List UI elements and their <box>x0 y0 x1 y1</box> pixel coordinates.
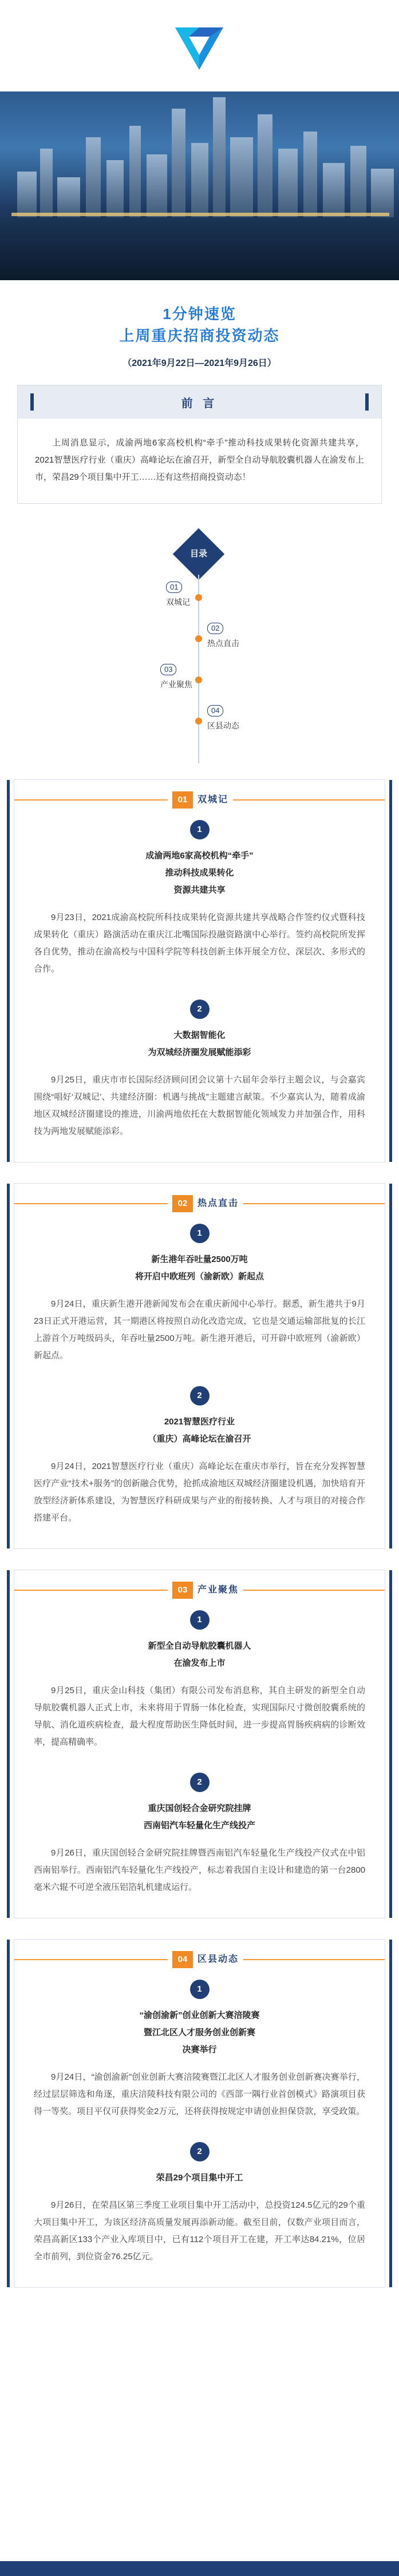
toc-item-label: 双城记 <box>166 598 190 607</box>
news-title: 重庆国创轻合金研究院挂牌 西南铝汽车轻量化生产线投产 <box>143 1803 255 1830</box>
news-text: 9月24日，“渝创渝新”创业创新大赛涪陵赛暨江北区人才服务创业创新赛决赛举行，经过层层筛选和角逐，重庆涪陵科技有限公司的《西部一隅行业首创模式》路演项目获得一等奖。项目平仅可获得奖金2万元，还将获得按规定申请创业担保贷款，享受政策。 <box>34 2072 365 2116</box>
item-number-badge: 1 <box>190 820 210 839</box>
news-text: 9月24日，重庆新生港开港新闻发布会在重庆新闻中心举行。据悉，新生港共于9月23日正式开港运营，其一期港区将按照自动化改造完成，它也是交通运输部批复的长江上游首个万吨级码头，年吞吐量2500万吨。新生港开港后，可开辟中欧班列（渝新欧）新起点。 <box>34 1299 365 1360</box>
triangle-logo-icon <box>172 19 227 74</box>
toc-item-label: 热点直击 <box>207 639 239 648</box>
toc-item-4[interactable] <box>207 705 239 731</box>
news-title: 大数据智能化 为双城经济圈发展赋能添彩 <box>148 1030 251 1057</box>
footer-bar <box>0 2561 399 2576</box>
toc-item-label: 产业聚焦 <box>160 680 192 689</box>
city-skyline-image <box>0 91 399 280</box>
news-item <box>14 820 385 978</box>
foreword-header <box>18 385 381 419</box>
section-title: 产业聚焦 <box>197 1585 239 1595</box>
news-item <box>14 1980 385 2120</box>
section-number: 04 <box>172 1951 193 1968</box>
toc-item-num: 04 <box>207 705 223 716</box>
section-hotspot <box>14 1183 385 1549</box>
title-block <box>0 280 399 369</box>
item-number-badge: 2 <box>190 1000 210 1019</box>
news-title: 新型全自动导航胶囊机器人 在渝发布上市 <box>148 1641 251 1668</box>
news-item <box>14 1773 385 1896</box>
section-number: 03 <box>172 1582 193 1599</box>
toc-item-1[interactable] <box>166 582 190 608</box>
date-range: （2021年9月22日—2021年9月26日） <box>123 359 276 368</box>
news-title: “渝创渝新”创业创新大赛涪陵赛 暨江北区人才服务创业创新赛 决赛举行 <box>139 2010 260 2055</box>
foreword-text: 上周消息显示，成渝两地6家高校机构“牵手”推动科技成果转化资源共建共享，2021智慧医疗行业（重庆）高峰论坛在渝召开，新型全自动导航胶囊机器人在渝发布上市，荣昌29个项目集中开工……还有这些招商投资动态！ <box>35 438 364 482</box>
news-item <box>14 1224 385 1364</box>
section-header <box>14 1940 385 1980</box>
toc-item-2[interactable] <box>207 623 239 649</box>
toc-item-num: 01 <box>166 582 182 593</box>
news-text: 9月24日，2021智慧医疗行业（重庆）高峰论坛在重庆市举行，旨在充分发挥智慧医疗产业“技术+服务”的创新融合优势，抢抓成渝地区双城经济圈建设机遇，加快培育开放型经济新体系建设，为智慧医疗科研成果与产业的衔接转换、人才与项目的对接合作搭建平台。 <box>34 1462 365 1523</box>
news-text: 9月26日，重庆国创轻合金研究院挂牌暨西南铝汽车轻量化生产线投产仪式在中铝西南铝举行。西南铝汽车轻量化生产线投产，标志着我国自主设计和建造的第一台2800毫米六辊不可逆全液压铝箔轧机建成运行。 <box>34 1848 365 1892</box>
item-number-badge: 2 <box>190 2142 210 2161</box>
item-number-badge: 1 <box>190 1610 210 1630</box>
section-title: 区县动态 <box>197 1954 239 1964</box>
section-number: 01 <box>172 791 193 809</box>
section-district-news <box>14 1939 385 2288</box>
news-item <box>14 2142 385 2266</box>
news-text: 9月26日，在荣昌区第三季度工业项目集中开工活动中，总投资124.5亿元的29个重大项目集中开工，为该区经济高质量发展再添新动能。截至目前，仅数产业项目而言，荣昌高新区133个产业入库项目中，已有112个项目开工在建，开工率达84.21%，位居全市前列，到位资金76.25亿元。 <box>34 2200 365 2262</box>
news-text: 9月25日，重庆金山科技（集团）有限公司发布消息称，其自主研发的新型全自动导航胶囊机器人正式上市，未来将用于胃肠一体化检查，实现国际尺寸微创胶囊系统的导航、消化道疾病检查，最大程度帮助医生降低时间，进一步提高胃肠疾病病的诊断效率，提高精确率。 <box>34 1686 365 1747</box>
news-title: 新生港年吞吐量2500万吨 将开启中欧班列（渝新欧）新起点 <box>135 1255 264 1281</box>
news-title: 2021智慧医疗行业 （重庆）高峰论坛在渝召开 <box>148 1417 251 1444</box>
foreword-box <box>17 385 382 504</box>
news-title: 荣昌29个项目集中开工 <box>156 2173 243 2183</box>
toc-item-3[interactable] <box>160 664 192 690</box>
toc-item-label: 区县动态 <box>207 721 239 730</box>
section-header <box>14 1570 385 1610</box>
item-number-badge: 2 <box>190 1773 210 1792</box>
news-item <box>14 1386 385 1527</box>
section-industry-focus <box>14 1570 385 1918</box>
section-number: 02 <box>172 1195 193 1212</box>
section-shuangchengji <box>14 779 385 1162</box>
toc-item-num: 02 <box>207 623 223 634</box>
news-title: 成渝两地6家高校机构“牵手” 推动科技成果转化 资源共建共享 <box>145 851 254 895</box>
header-logo-area <box>0 0 399 91</box>
section-header <box>14 1184 385 1224</box>
item-number-badge: 1 <box>190 1224 210 1243</box>
toc-label: 目录 <box>189 549 207 559</box>
news-text: 9月25日，重庆市市长国际经济顾问团会议第十六届年会举行主题会议，与会嘉宾围绕“唱好‘双城记’、共建经济圈：机遇与挑战”主题建言献策。不少嘉宾认为，随着成渝地区双城经济圈建设的推进，川渝两地依托在大数据智能化领域发力并加强合作，用科技为两地发展赋能添彩。 <box>34 1075 365 1136</box>
page-title-line2: 上周重庆招商投资动态 <box>119 327 280 344</box>
section-header <box>14 780 385 820</box>
news-text: 9月23日，2021成渝高校院所科技成果转化资源共建共享战略合作签约仪式暨科技成果转化（重庆）路演活动在重庆江北嘴国际投融资路演中心举行。签约高校院所发挥各自优势，推动在渝高校与中国科学院等科技创新主体开展全方位、深层次、多形式的合作。 <box>34 913 365 974</box>
news-item <box>14 1000 385 1140</box>
section-title: 热点直击 <box>197 1199 239 1208</box>
table-of-contents <box>0 511 399 779</box>
page-title-line1: 1分钟速览 <box>163 305 236 323</box>
item-number-badge: 1 <box>190 1980 210 1999</box>
foreword-title: 前 言 <box>181 397 218 410</box>
toc-item-num: 03 <box>160 664 176 675</box>
section-title: 双城记 <box>197 795 229 805</box>
news-item <box>14 1610 385 1751</box>
item-number-badge: 2 <box>190 1386 210 1406</box>
